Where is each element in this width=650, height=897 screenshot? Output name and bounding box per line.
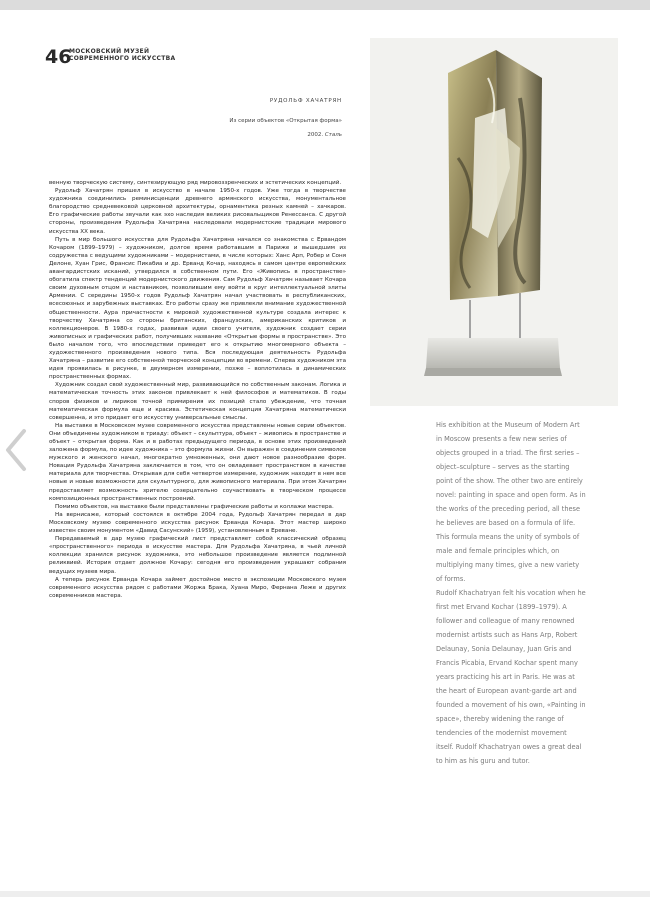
- main-paragraph: А теперь рисунок Ерванда Кочара займет достойное место в экспозиции Московского музея современного искусства рядом с работами Жоржа Брака, Хуана Миро, Фернана Леже и других современников мастера.: [49, 576, 346, 599]
- main-paragraph: На выставке в Московском музее современного искусства представлены новые серии объектов. Они объединены художником в триаду: объект – скульптура, объект – живопись в пространстве и объект – открытая форма. Как и в работах предыдущего периода, в основе этих произведений заложена формула, по идее художника – это формула жизни. Он выражен в соединения символов мужского и женского начал, многократно умноженных, они дают новое разнообразие форм. Новация Рудольфа Хачатряна заключается в том, что он овладевает пространством в качестве материала для творчества. Открывая для себя четвертое измерение, художник находит в нем все новые и новые возможности для скульптурного, для живописного материала. При этом Хачатрян предоставляет возможность зрителю созерцательно соучаствовать в творческом процессе композиционных пространственных построений.: [49, 422, 346, 502]
- main-paragraph: Передаваемый в дар музею графический лист представляет собой классический образец «пространственного» периода в искусстве мастера. Для Рудольфа Хачатряна, в чьей личной коллекции хранился рисунок художника, это небольшое произведение является подлинной реликвией. История отдает должное Кочару: сегодня его произведения украшают собрания ведущих музеев мира.: [49, 536, 346, 575]
- summary-paragraph: Rudolf Khachatryan felt his vocation when he first met Ervand Kochar (1899–1979). A follower and colleague of many renowned modernist artists such as Hans Arp, Robert Delaunay, Sonia Delaunay, Juan Gris and Francis Picabia, Ervand Kochar spent many years practicing his art in Paris. He was at the heart of European avant-garde art and founded a movement of his own, «Painting in space», thereby widening the range of tendencies of the modernist movement itself. Rudolf Khachatryan owes a great deal to him as his guru and tutor.: [436, 589, 586, 765]
- top-bar: [0, 0, 650, 10]
- caption-title: Из серии объектов «Открытая форма»: [229, 118, 342, 124]
- caption-material: Сталь: [324, 132, 342, 138]
- summary-paragraph: His exhibition at the Museum of Modern Art in Moscow presents a few new series of objects grouped in a triad. The first series – object–sculpture – serves as the starting point of the show. The other two are entirely novel: painting in space and open form. As in the works of the preceding period, all these he believes are based on a formula of life. This formula means the unity of symbols of male and female principles which, on multiplying many times, give a new variety of forms.: [436, 421, 586, 583]
- english-summary: [436, 418, 586, 768]
- main-paragraph: Помимо объектов, на выставке были представлены графические работы и коллажи мастера.: [55, 503, 334, 510]
- museum-name: [69, 48, 175, 62]
- prev-page-button[interactable]: [4, 428, 30, 472]
- page-number: 46: [45, 46, 72, 68]
- caption-author: РУДОЛЬФ ХАЧАТРЯН: [269, 98, 342, 104]
- caption-meta: [200, 132, 342, 138]
- caption-year: 2002.: [307, 132, 324, 138]
- main-paragraph: венную творческую систему, синтезирующую ряд мировоззренческих и эстетических концепций.: [49, 180, 342, 186]
- artwork-caption: [200, 98, 342, 138]
- chevron-left-icon: [4, 428, 30, 472]
- museum-name-line2: СОВРЕМЕННОГО ИСКУССТВА: [69, 55, 176, 62]
- page-bottom-edge: [0, 891, 650, 897]
- main-article-text: [49, 179, 346, 600]
- main-paragraph: Рудольф Хачатрян пришел в искусство в начале 1950-х годов. Уже тогда в творчестве художника соединились реминисценции древнего армянского искусства, монументальное благородство средневековой церковной архитектуры, орнаментика резных камней – хачкаров. Его графические работы звучали как эхо наследия великих рисовальщиков Ренессанса. С другой стороны, произведения Рудольфа Хачатряна наследовали модернистские традиции мирового искусства XX века.: [49, 188, 346, 235]
- sculpture-photo: [370, 38, 618, 406]
- sculpture-image: [370, 38, 618, 406]
- museum-name-line1: МОСКОВСКИЙ МУЗЕЙ: [69, 48, 150, 55]
- main-paragraph: Путь в мир большого искусства для Рудольфа Хачатряна начался со знакомства с Ервандом Кочаром (1899–1979) – художником, долгое время работавшим в Париже и вышедшим из содружества с ведущими художниками – модернистами, в числе которых: Ханс Арп, Робер и Соня Делоне, Хуан Грис, Франсис Пикабиа и др. Ерванд Кочар, находясь в самом центре европейских авангардистских исканий, утвердился в собственном пути. Его «Живопись в пространстве» обогатила спектр тенденций модернистского движения. Сам Рудольф Хачатрян называет Кочара своим духовным отцом и наставником, позволившим ему войти в круг интеллектуальной элиты Армении. С середины 1950-х годов Рудольф Хачатрян начал участвовать в республиканских, всесоюзных и зарубежных выставках. Его работы сразу же привлекли внимание художественной общественности. Аура причастности к мировой художественной культуре создала интерес к творчеству Хачатряна со стороны британских, французских, американских критиков и коллекционеров. В 1980-х годах, развивая идеи своего учителя, художник создает серии живописных и графических работ, получивших название «Открытые формы в пространстве». Это было началом того, что впоследствии приведет его к открытию многомерного объекта – художественного произведения нового типа. Вся последующая деятельность Рудольфа Хачатряна – развитие его собственной творческой концепции во времени. Сперва художником эта идея проявилась в рисунке, в двумерном измерении, позже – воплотилась в динамических пространственных формах.: [49, 236, 346, 381]
- main-paragraph: Художник создал свой художественный мир, развивающийся по собственным законам. Логика и математическая точность этих законов привлекает к ней философов и математиков. В годы споров физиков и лириков точной примирения их позиций стало убеждение, что точная математическая формула еще и красива. Эстетическая концепция Хачатряна математически совершенна, и это придает его искусству универсальные смыслы.: [49, 382, 346, 421]
- main-paragraph: На вернисаже, который состоялся в октябре 2004 года, Рудольф Хачатрян передал в дар Московскому музею современного искусства рисунок Ерванда Кочара. Этот мастер широко известен своим монументом «Давид Сасунский» (1959), установленным в Ереване.: [49, 511, 346, 535]
